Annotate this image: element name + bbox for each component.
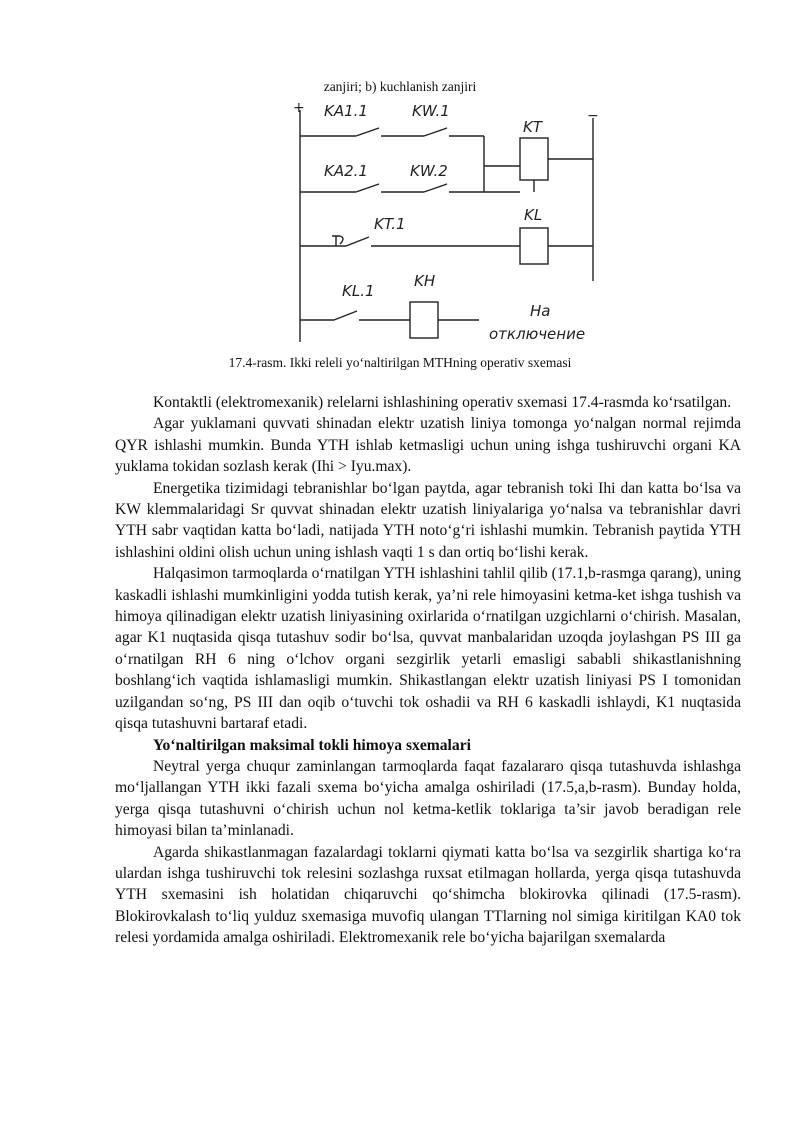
label-ka11: KA1.1	[324, 102, 368, 120]
contact-kt1	[346, 237, 369, 246]
contact-ka21	[356, 184, 379, 192]
paragraph-4: Halqasimon tarmoqlarda o‘rnatilgan YTH ishlashini tahlil qilib (17.1,b-rasmga qarang), uning kaskadli ishlashi mumkinligini yodda tutish kerak, ya’ni rele himoyasini ketma-ket ishga tushish va himoya qilinadigan elektr uzatish liniyasining oxirlarida o‘rnatilgan uzgichlarni o‘chirish. Masalan, agar K1 nuqtasida qisqa tutashuv sodir bo‘lsa, quvvat manbalaridan uzoqda joylashgan PS III ga o‘rnatilgan RH 6 ning o‘lchov organi sezgirlik yetarli emasligi sababli shikastlanishning boshlang‘ich vaqtida ishlamasligi mumkin. Shikastlangan elektr uzatish liniyasi PS I tomonidan uzilgandan so‘ng, PS III dan oqib o‘tuvchi tok oshadii va RH 6 kaskadli ishlaydi, K1 nuqtasida qisqa tutashuvni bartaraf etadi.	[115, 565, 741, 733]
label-kt1: KT.1	[374, 215, 406, 233]
paragraph-6: Agarda shikastlanmagan fazalardagi toklarni qiymati katta bo‘lsa va sezgirlik shartiga ko‘ra ulardan ishga tushiruvchi tok relesini sozlashga ruxsat etilmagan hollarda, yerga qisqa tutashuvda YTH sxemasini ish holatidan chiqaruvchi qo‘shimcha blokirovka qilinadi (17.5-rasm). Blokirovkalash to‘liq yulduz sxemasiga muvofiq ulangan TTlarning nol simiga kiritilgan KA0 tok relesi yordamida amalga oshiriladi. Elektromexanik rele bo‘yicha bajarilgan sxemalarda	[115, 843, 741, 947]
label-ka21: KA2.1	[324, 162, 368, 180]
top-caption: zanjiri; b) kuchlanish zanjiri	[323, 79, 477, 94]
time-delay-symbol	[332, 236, 343, 246]
label-kw1: KW.1	[412, 102, 450, 120]
section-heading: Yo‘naltirilgan maksimal tokli himoya sxemalari	[153, 736, 471, 754]
coil-kl	[520, 228, 548, 264]
label-na: На	[530, 302, 551, 320]
contact-ka11	[356, 128, 379, 136]
label-otklyuchenie: отключение	[489, 325, 586, 343]
paragraph-2: Agar yuklamani quvvati shinadan elektr uzatish liniya tomonga yo‘nalgan normal rejimda QYR ishlashi mumkin. Bunda YTH ishlab ketmasligi uchun uning ishga tushiruvchi organi KA yuklama tokidan sozlash kerak (Ihi > Iyu.max).	[115, 415, 741, 476]
operative-scheme-diagram	[284, 96, 614, 346]
label-kl: KL	[524, 206, 543, 224]
contact-kl1	[334, 311, 357, 320]
label-kt: KT	[523, 118, 542, 136]
paragraph-1: Kontaktli (elektromexanik) relelarni ishlashining operativ sxemasi 17.4-rasmda ko‘rsatilgan.	[153, 394, 732, 411]
coil-kh	[410, 302, 438, 338]
contact-kw2	[424, 184, 447, 192]
paragraph-5: Neytral yerga chuqur zaminlangan tarmoqlarda faqat fazalararo qisqa tutashuvda ishlashga mo‘ljallangan YTH ikki fazali sxema bo‘yicha amalga oshiriladi (17.5,a,b-rasm). Bunday holda, yerga qisqa tutashuvni o‘chirish uchun nol ketma-ketlik toklariga ta’sir javob beradigan rele himoyasi bilan ta’minlanadi.	[115, 757, 741, 840]
contact-kw1	[424, 128, 447, 136]
label-kw2: KW.2	[410, 162, 448, 180]
label-kh: KH	[414, 272, 436, 290]
minus-sign: −	[587, 108, 599, 124]
label-kl1: KL.1	[342, 282, 375, 300]
coil-kt	[520, 138, 548, 180]
plus-sign: +	[293, 100, 305, 116]
figure-caption: 17.4-rasm. Ikki releli yo‘naltirilgan MTHning operativ sxemasi	[228, 355, 572, 370]
body-text	[115, 392, 741, 949]
paragraph-3: Energetika tizimidagi tebranishlar bo‘lgan paytda, agar tebranish toki Ihi dan katta bo‘lsa va KW klemmalaridagi Sr quvvat shinadan elektr uzatish liniyalariga yo‘nalsa va tebranishlar davri YTH sabr vaqtidan katta bo‘ladi, natijada YTH noto‘g‘ri ishlashi mumkin. Tebranish paytida YTH ishlashini oldini olish uchun uning ishlash vaqti 1 s dan ortiq bo‘lishi kerak.	[115, 479, 741, 561]
